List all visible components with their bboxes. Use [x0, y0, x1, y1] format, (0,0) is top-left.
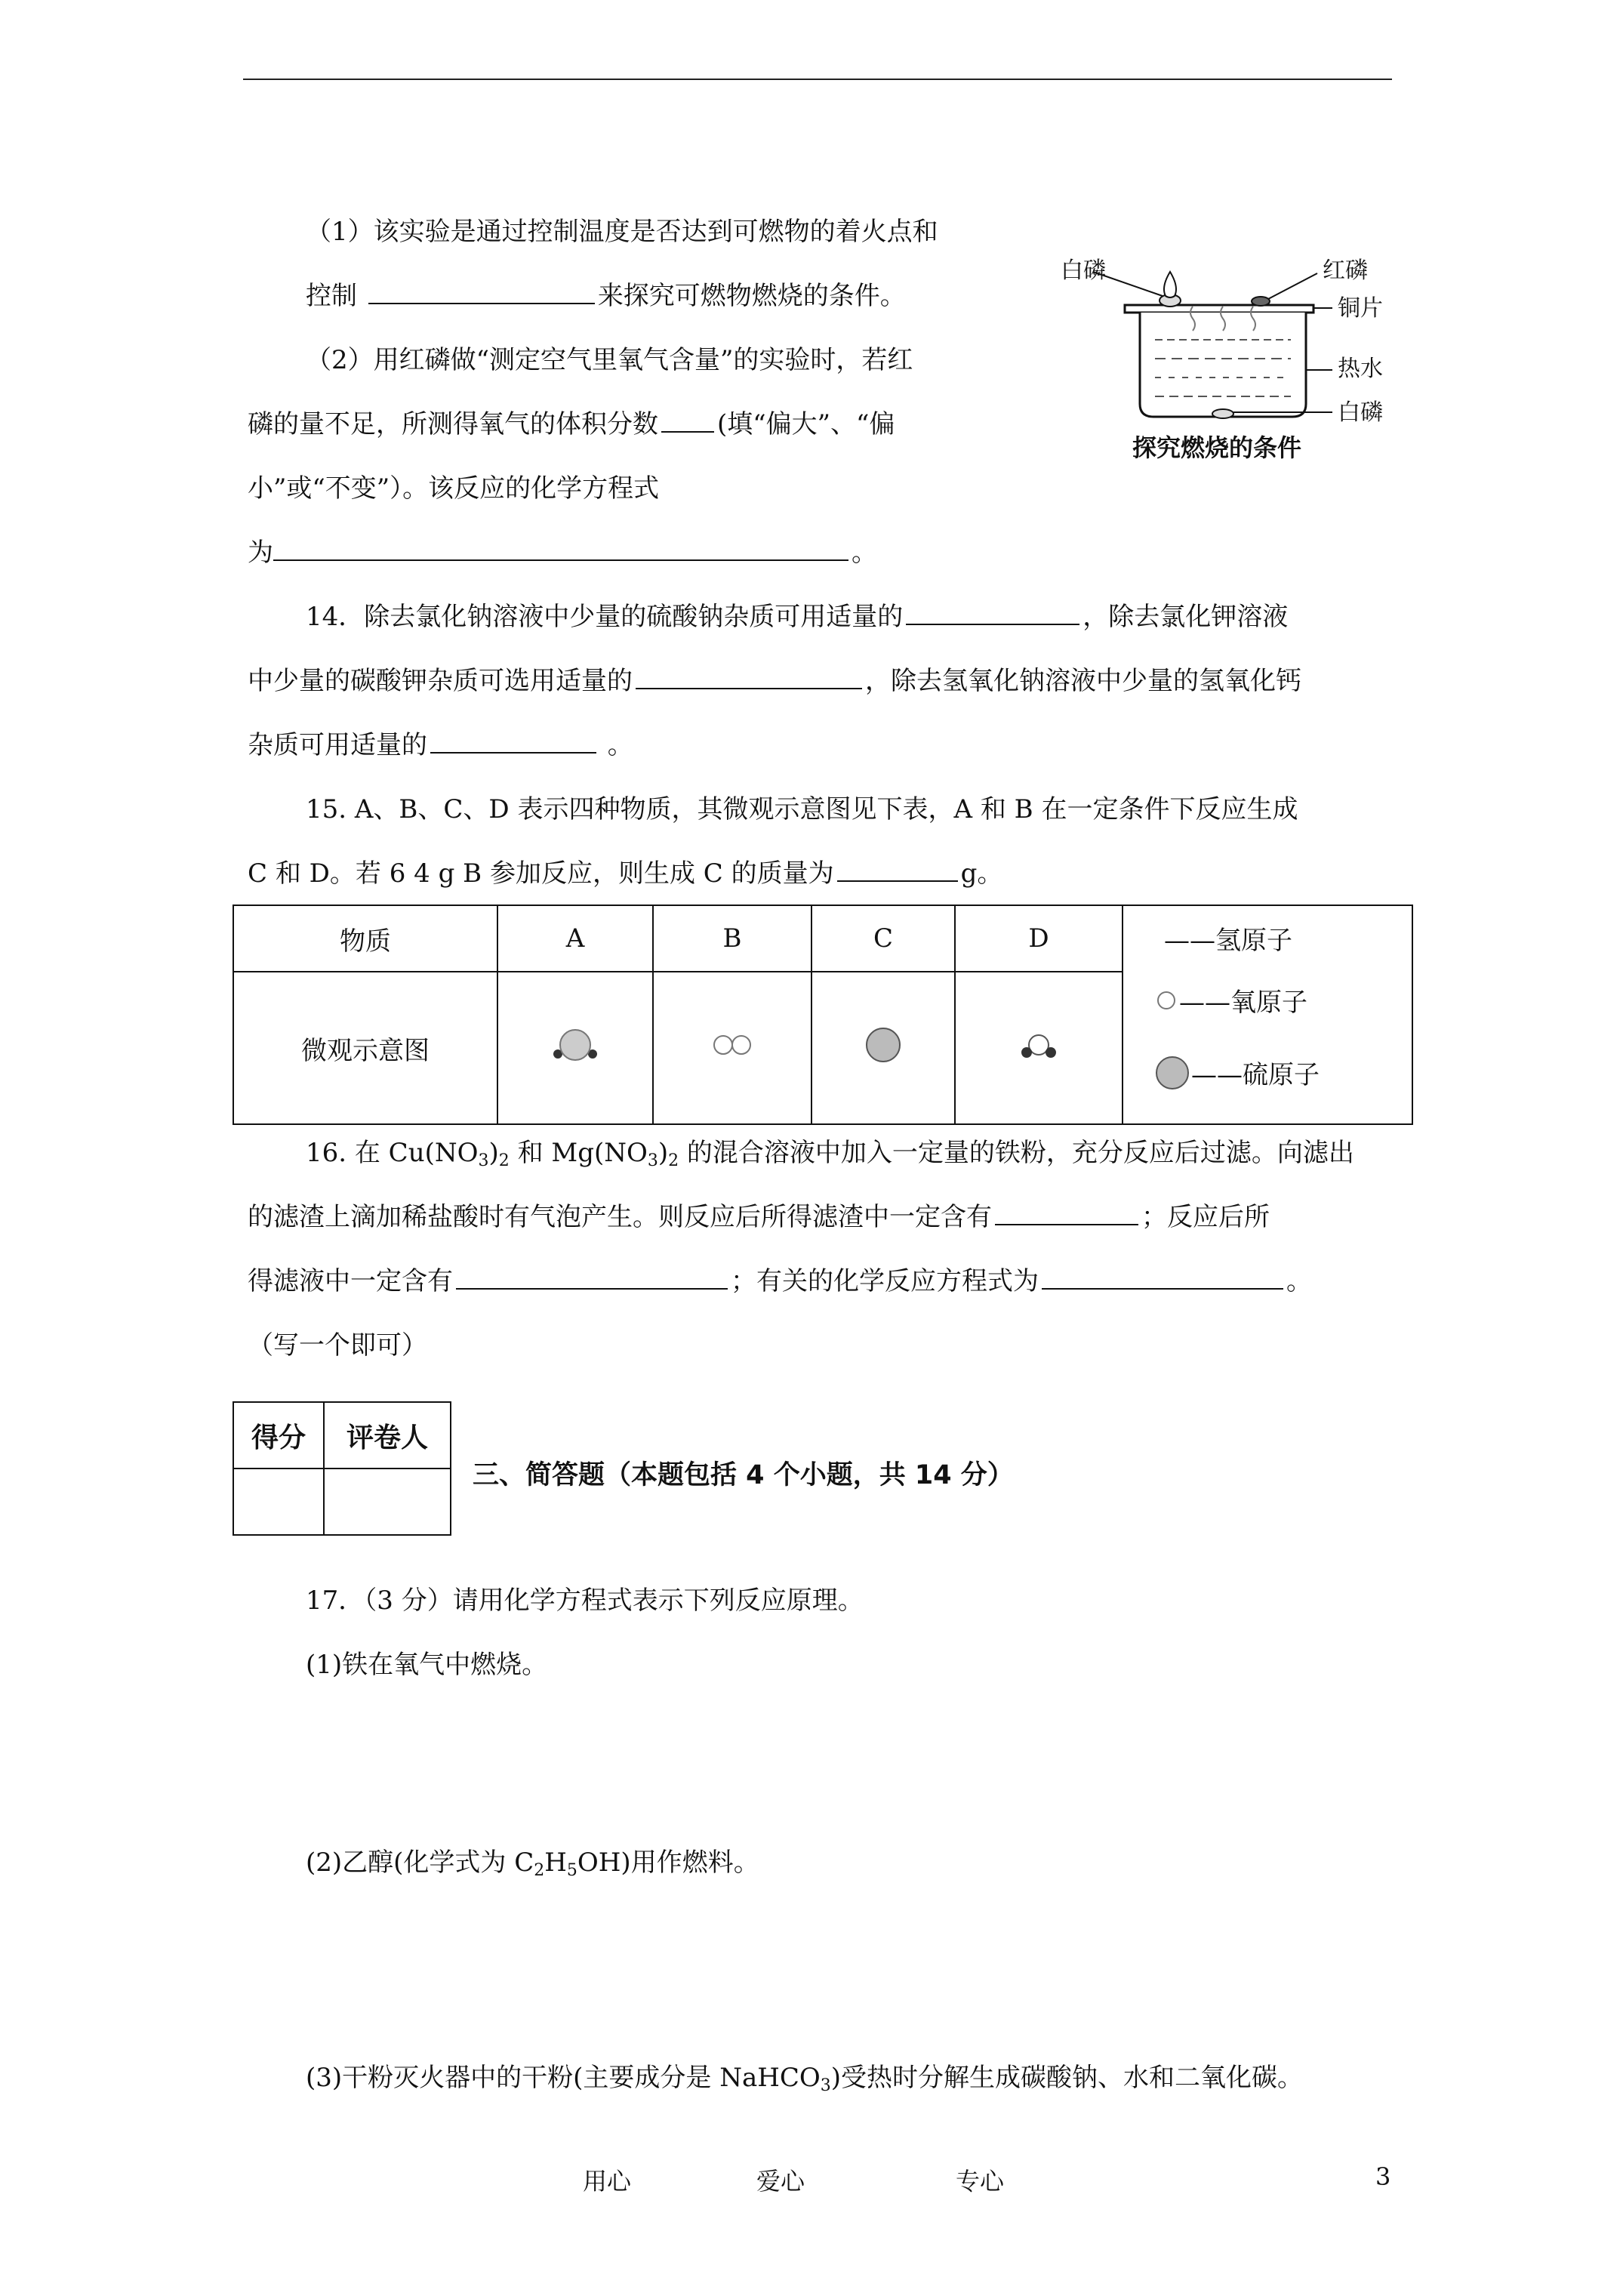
score-label: 得分 — [233, 1402, 324, 1469]
q13-part2-line2: 磷的量不足，所测得氧气的体积分数 (填“偏大”、“偏 — [248, 409, 895, 439]
q17-sub2: (2)乙醇(化学式为 $C_2H_5OH$)用作燃料。 — [306, 1848, 759, 1880]
q14-line3: 杂质可用适量的 。 — [248, 730, 633, 760]
score-field[interactable] — [233, 1469, 324, 1535]
molecule-d — [955, 972, 1123, 1124]
q13-part2-line3: 小”或“不变”）。该反应的化学方程式 — [248, 473, 660, 504]
legend-sulfur: ——硫原子 — [1153, 1054, 1320, 1091]
section-3-heading: 三、简答题（本题包括 4 个小题，共 14 分） — [473, 1460, 1014, 1490]
label-red-phosphorus: 红磷 — [1323, 257, 1368, 284]
so2-molecule-icon — [545, 1022, 605, 1068]
legend-oxygen: ——氧原子 — [1153, 982, 1307, 1019]
q17-intro: 17．（3 分）请用化学方程式表示下列反应原理。 — [306, 1586, 864, 1616]
label-copper-plate: 铜片 — [1338, 295, 1383, 322]
q16-line2: 的滤渣上滴加稀盐酸时有气泡产生。则反应后所得滤渣中一定含有 ；反应后所 — [248, 1202, 1270, 1232]
answer-blank[interactable] — [368, 280, 595, 304]
header-rule — [243, 79, 1392, 80]
answer-blank[interactable] — [636, 665, 862, 689]
sulfur-molecule-icon — [857, 1022, 910, 1068]
answer-blank[interactable] — [456, 1265, 728, 1290]
table-header-c: C — [812, 905, 955, 972]
table-header-d: D — [955, 905, 1123, 972]
answer-blank[interactable] — [995, 1201, 1138, 1225]
q16-line1: 16. 在 $Cu(NO_3)_2$ 和 $Mg(NO_3)_2$ 的混合溶液中加入一定量的铁粉，充分反应后过滤。向滤出 — [306, 1138, 1354, 1170]
sulfur-atom-icon — [1153, 1055, 1191, 1091]
combustion-experiment-figure — [1042, 227, 1404, 476]
label-hot-water: 热水 — [1338, 356, 1383, 382]
grader-label: 评卷人 — [324, 1402, 451, 1469]
footer-text-2: 爱心 — [756, 2167, 805, 2196]
footer-text-3: 专心 — [956, 2167, 1005, 2196]
answer-blank[interactable] — [661, 408, 714, 433]
molecule-c — [812, 972, 955, 1124]
table-header-substance: 物质 — [233, 905, 497, 972]
answer-blank[interactable] — [273, 537, 848, 561]
grader-field[interactable] — [324, 1469, 451, 1535]
water-molecule-icon — [1009, 1022, 1069, 1068]
table-header-b: B — [653, 905, 812, 972]
molecule-table — [233, 905, 1413, 1125]
q14-line1: 14．除去氯化钠溶液中少量的硫酸钠杂质可用适量的 ，除去氯化钾溶液 — [306, 602, 1289, 632]
q13-part1-line2: 控制 来探究可燃物燃烧的条件。 — [306, 281, 906, 311]
q16-line3: 得滤液中一定含有 ；有关的化学反应方程式为 。 — [248, 1266, 1312, 1296]
q17-sub1: (1)铁在氧气中燃烧。 — [306, 1650, 548, 1680]
molecule-a — [497, 972, 653, 1124]
table-row-label: 微观示意图 — [233, 972, 497, 1124]
label-white-phosphorus-bottom: 白磷 — [1338, 399, 1383, 426]
oxygen-atom-icon — [1153, 989, 1179, 1012]
answer-blank[interactable] — [837, 858, 958, 882]
page-number: 3 — [1375, 2162, 1391, 2191]
label-white-phosphorus-top: 白磷 — [1061, 257, 1106, 284]
molecule-b — [653, 972, 812, 1124]
q13-part2-line4: 为 。 — [248, 538, 877, 568]
table-header-a: A — [497, 905, 653, 972]
footer-text-1: 用心 — [583, 2167, 632, 2196]
q16-line4: （写一个即可） — [248, 1330, 427, 1361]
legend-hydrogen: ——氢原子 — [1164, 926, 1292, 956]
answer-blank[interactable] — [906, 601, 1079, 625]
answer-blank[interactable] — [430, 729, 596, 754]
q14-line2: 中少量的碳酸钾杂质可选用适量的 ，除去氢氧化钠溶液中少量的氢氧化钙 — [248, 666, 1301, 696]
score-box — [233, 1401, 451, 1536]
q17-sub3: (3)干粉灭火器中的干粉(主要成分是 NaHCO$_3$)受热时分解生成碳酸钠、水和二氧化碳。 — [306, 2063, 1304, 2095]
figure-caption: 探究燃烧的条件 — [1132, 433, 1302, 462]
q13-part1-line1: （1）该实验是通过控制温度是否达到可燃物的着火点和 — [306, 217, 938, 247]
atom-legend — [1123, 905, 1412, 1124]
q13-part2-line1: （2）用红磷做“测定空气里氧气含量”的实验时，若红 — [306, 345, 913, 375]
q15-line1: 15. A、B、C、D 表示四种物质，其微观示意图见下表，A 和 B 在一定条件下反应生成 — [306, 794, 1298, 824]
o2-molecule-icon — [702, 1022, 762, 1068]
answer-blank[interactable] — [1042, 1265, 1283, 1290]
q15-line2: C 和 D。若 6 4 g B 参加反应，则生成 C 的质量为 g。 — [248, 858, 1003, 889]
